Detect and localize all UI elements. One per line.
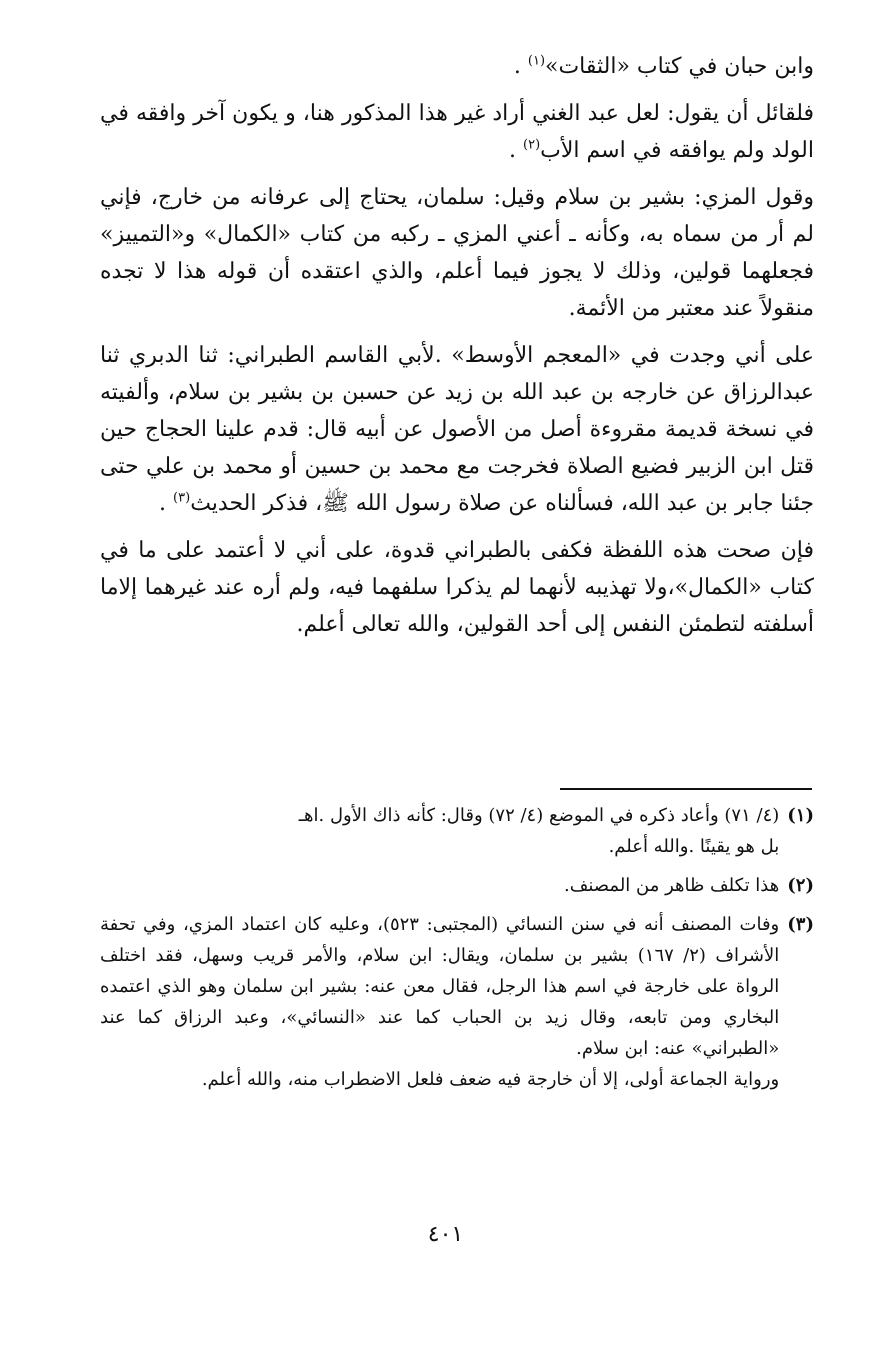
footnotes xyxy=(100,800,814,1103)
footnote-line: ورواية الجماعة أولى، إلا أن خارجة فيه ضعف فلعل الاضطراب منه، والله أعلم. xyxy=(201,1069,780,1090)
footnote-line: بل هو يقينًا .والله أعلم. xyxy=(608,836,780,857)
footnote-line: هذا تكلف ظاهر من المصنف. xyxy=(564,875,780,896)
paragraph-5: فإن صحت هذه اللفظة فكفى بالطبراني قدوة، على أني لا أعتمد على ما في كتاب «الكمال»،ولا تهذيبه لأنهما لم يذكرا سلفهما فيه، ولم أره عند غيرهما إلاما أسلفته لتطمئن النفس إلى أحد القولين، والله تعالى أعلم. xyxy=(100,538,814,637)
footnote-ref-3[interactable]: (٣) xyxy=(173,490,191,506)
paragraph-1: وابن حبان في كتاب «الثقات»$^{(١)}$ . xyxy=(513,53,814,79)
page-number: ٤٠١ xyxy=(427,1222,464,1247)
footnote-ref-1[interactable]: (١) xyxy=(527,53,546,69)
footnote-number: (٣) xyxy=(787,914,814,935)
footnote-line: وفات المصنف أنه في سنن النسائي (المجتبى: ٥٢٣)، وعليه كان اعتماد المزي، وفي تحفة الأشراف (٢/ ١٦٧) بشير بن سلمان، ويقال: ابن سلام، والأمر قريب وسهل، فقد اختلف الرواة على خارجة في اسم هذا الرجل، فقال معن عنه: بشير ابن سلمان وهو الذي اعتمده البخاري ومن تابعه، وقال زيد بن الحباب كما عند «النسائي»، وعبد الرزاق كما عند «الطبراني» عنه: ابن سلام. xyxy=(100,914,780,1059)
paragraph-3: وقول المزي: بشير بن سلام وقيل: سلمان، يحتاج إلى عرفانه من خارج، فإني لم أر من سماه به، وكأنه ـ أعني المزي ـ ركبه من كتاب «الكمال» و«التمييز» فجعلهما قولين، وذلك لا يجوز فيما أعلم، والذي اعتقده أن قوله هذا لا تجده منقولاً عند معتبر من الأئمة. xyxy=(100,185,814,321)
footnote-number: (٢) xyxy=(787,875,814,896)
footnote-3 xyxy=(100,909,814,1095)
footnote-2 xyxy=(100,870,814,901)
paragraph-2: فلقائل أن يقول: لعل عبد الغني أراد غير هذا المذكور هنا، و يكون آخر وافقه في الولد ولم يوافقه في اسم الأب$^{(٢)}$ . xyxy=(100,101,814,163)
main-text xyxy=(100,48,814,653)
footnote-1 xyxy=(100,800,814,862)
footnote-ref-2[interactable]: (٢) xyxy=(523,137,541,153)
footnote-divider xyxy=(560,788,812,790)
paragraph-4: على أني وجدت في «المعجم الأوسط» .لأبي القاسم الطبراني: ثنا الدبري ثنا عبدالرزاق عن خارجه بن عبد الله بن زيد عن حسبن بن بشير بن سلام، وألفيته في نسخة قديمة مقروءة أصل من الأصول عن أبيه قال: قدم علينا الحجاج حين قتل ابن الزبير فضيع الصلاة فخرجت مع محمد بن حسين أو محمد بن علي حتى جئنا جابر بن عبد الله، فسألناه عن صلاة رسول الله ﷺ، فذكر الحديث$^{(٣)}$ . xyxy=(100,343,814,516)
footnote-number: (١) xyxy=(787,805,814,826)
footnote-line: (٤/ ٧١) وأعاد ذكره في الموضع (٤/ ٧٢) وقال: كأنه ذاك الأول .اهـ xyxy=(298,805,780,826)
